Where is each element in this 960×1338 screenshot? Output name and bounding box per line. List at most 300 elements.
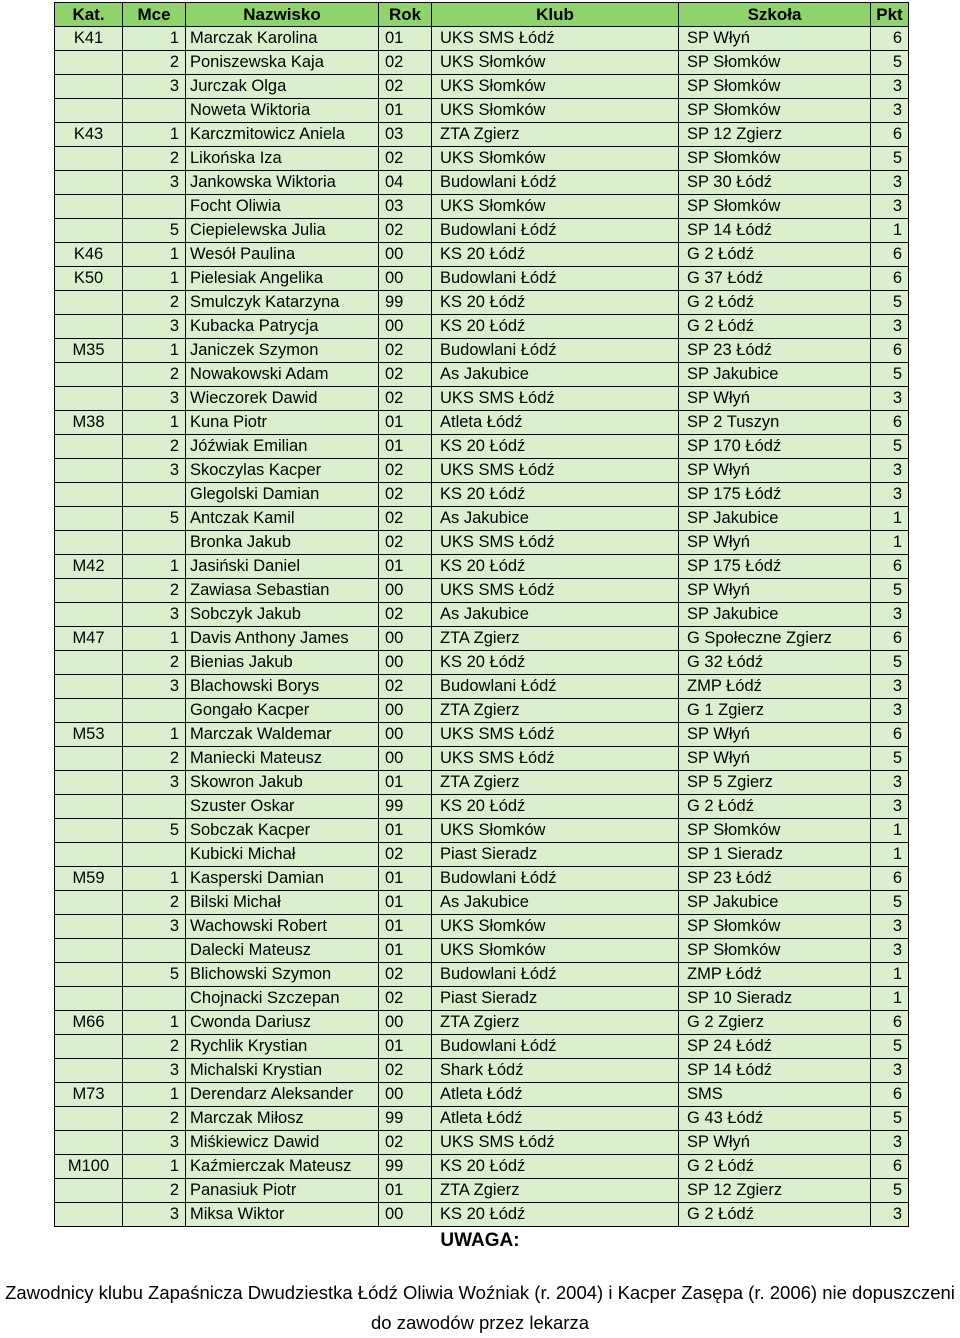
cell-nazwisko: Poniszewska Kaja [186, 51, 379, 75]
cell-klub: UKS Słomków [432, 99, 679, 123]
cell-szkola: ZMP Łódź [679, 963, 871, 987]
cell-nazwisko: Dalecki Mateusz [186, 939, 379, 963]
table-row [55, 915, 909, 939]
cell-szkola: G 43 Łódź [679, 1107, 871, 1131]
cell-mce: 1 [123, 411, 186, 435]
cell-kat [55, 99, 123, 123]
cell-pkt: 6 [871, 267, 909, 291]
table-row [55, 699, 909, 723]
cell-kat: K43 [55, 123, 123, 147]
cell-szkola: G 2 Łódź [679, 291, 871, 315]
cell-kat: M73 [55, 1083, 123, 1107]
cell-klub: Budowlani Łódź [432, 267, 679, 291]
cell-szkola: G 32 Łódź [679, 651, 871, 675]
cell-rok: 02 [379, 51, 432, 75]
cell-kat [55, 891, 123, 915]
cell-nazwisko: Kuna Piotr [186, 411, 379, 435]
cell-szkola: SP Słomków [679, 99, 871, 123]
table-row [55, 123, 909, 147]
table-row [55, 963, 909, 987]
cell-klub: Atleta Łódź [432, 411, 679, 435]
results-body [55, 27, 909, 1227]
cell-klub: UKS Słomków [432, 51, 679, 75]
cell-rok: 00 [379, 267, 432, 291]
cell-rok: 00 [379, 627, 432, 651]
cell-mce: 2 [123, 435, 186, 459]
cell-nazwisko: Sobczak Kacper [186, 819, 379, 843]
cell-pkt: 3 [871, 603, 909, 627]
cell-pkt: 3 [871, 939, 909, 963]
cell-szkola: G 2 Łódź [679, 1203, 871, 1227]
cell-kat: K46 [55, 243, 123, 267]
cell-mce: 3 [123, 1059, 186, 1083]
cell-szkola: G 2 Łódź [679, 795, 871, 819]
cell-klub: Budowlani Łódź [432, 339, 679, 363]
cell-rok: 02 [379, 531, 432, 555]
table-row [55, 555, 909, 579]
cell-rok: 01 [379, 27, 432, 51]
cell-nazwisko: Skowron Jakub [186, 771, 379, 795]
cell-nazwisko: Bilski Michał [186, 891, 379, 915]
medical-note [0, 1278, 960, 1338]
cell-szkola: SP Słomków [679, 915, 871, 939]
cell-nazwisko: Jasiński Daniel [186, 555, 379, 579]
cell-mce [123, 939, 186, 963]
cell-klub: UKS SMS Łódź [432, 723, 679, 747]
cell-rok: 01 [379, 435, 432, 459]
table-row [55, 219, 909, 243]
cell-nazwisko: Wachowski Robert [186, 915, 379, 939]
cell-kat: K41 [55, 27, 123, 51]
cell-rok: 04 [379, 171, 432, 195]
cell-klub: UKS SMS Łódź [432, 579, 679, 603]
cell-pkt: 3 [871, 99, 909, 123]
cell-pkt: 6 [871, 1083, 909, 1107]
cell-pkt: 5 [871, 291, 909, 315]
cell-nazwisko: Panasiuk Piotr [186, 1179, 379, 1203]
cell-nazwisko: Nowakowski Adam [186, 363, 379, 387]
cell-rok: 01 [379, 1179, 432, 1203]
cell-rok: 02 [379, 987, 432, 1011]
table-row [55, 435, 909, 459]
cell-kat [55, 483, 123, 507]
table-row [55, 27, 909, 51]
cell-rok: 02 [379, 147, 432, 171]
cell-nazwisko: Sobczyk Jakub [186, 603, 379, 627]
cell-klub: ZTA Zgierz [432, 1179, 679, 1203]
cell-szkola: G 1 Zgierz [679, 699, 871, 723]
cell-klub: KS 20 Łódź [432, 1155, 679, 1179]
cell-pkt: 5 [871, 579, 909, 603]
cell-mce: 5 [123, 819, 186, 843]
cell-szkola: SMS [679, 1083, 871, 1107]
cell-kat [55, 795, 123, 819]
cell-kat [55, 387, 123, 411]
cell-mce: 2 [123, 891, 186, 915]
cell-mce [123, 195, 186, 219]
cell-nazwisko: Glegolski Damian [186, 483, 379, 507]
cell-pkt: 3 [871, 171, 909, 195]
cell-szkola: SP Włyń [679, 387, 871, 411]
table-row [55, 579, 909, 603]
cell-mce: 1 [123, 1011, 186, 1035]
cell-nazwisko: Cwonda Dariusz [186, 1011, 379, 1035]
cell-rok: 02 [379, 339, 432, 363]
table-row [55, 867, 909, 891]
cell-szkola: SP 12 Zgierz [679, 1179, 871, 1203]
cell-pkt: 5 [871, 651, 909, 675]
cell-nazwisko: Skoczylas Kacper [186, 459, 379, 483]
cell-rok: 00 [379, 243, 432, 267]
header-rok: Rok [379, 3, 432, 27]
cell-mce: 2 [123, 651, 186, 675]
cell-klub: ZTA Zgierz [432, 123, 679, 147]
cell-kat [55, 1179, 123, 1203]
cell-klub: As Jakubice [432, 507, 679, 531]
cell-kat: M66 [55, 1011, 123, 1035]
cell-pkt: 6 [871, 1011, 909, 1035]
cell-szkola: SP Słomków [679, 939, 871, 963]
cell-pkt: 3 [871, 75, 909, 99]
cell-kat [55, 987, 123, 1011]
cell-mce [123, 987, 186, 1011]
table-row [55, 939, 909, 963]
cell-rok: 01 [379, 867, 432, 891]
cell-kat [55, 171, 123, 195]
cell-nazwisko: Jurczak Olga [186, 75, 379, 99]
cell-kat [55, 315, 123, 339]
cell-pkt: 5 [871, 1179, 909, 1203]
cell-kat [55, 195, 123, 219]
cell-szkola: SP 23 Łódź [679, 867, 871, 891]
cell-rok: 00 [379, 1011, 432, 1035]
table-row [55, 819, 909, 843]
table-row [55, 51, 909, 75]
cell-klub: UKS SMS Łódź [432, 459, 679, 483]
cell-rok: 02 [379, 507, 432, 531]
cell-kat [55, 75, 123, 99]
table-row [55, 267, 909, 291]
cell-klub: UKS Słomków [432, 147, 679, 171]
table-row [55, 507, 909, 531]
cell-mce: 5 [123, 219, 186, 243]
table-row [55, 627, 909, 651]
cell-klub: Budowlani Łódź [432, 675, 679, 699]
cell-nazwisko: Blachowski Borys [186, 675, 379, 699]
cell-szkola: SP 1 Sieradz [679, 843, 871, 867]
cell-kat [55, 1059, 123, 1083]
cell-pkt: 6 [871, 1155, 909, 1179]
cell-nazwisko: Kubacka Patrycja [186, 315, 379, 339]
cell-szkola: SP Słomków [679, 819, 871, 843]
cell-kat [55, 51, 123, 75]
cell-nazwisko: Karczmitowicz Aniela [186, 123, 379, 147]
cell-klub: UKS Słomków [432, 195, 679, 219]
cell-szkola: SP 175 Łódź [679, 483, 871, 507]
header-row [55, 3, 909, 27]
cell-klub: UKS SMS Łódź [432, 531, 679, 555]
cell-rok: 01 [379, 891, 432, 915]
cell-mce [123, 483, 186, 507]
cell-klub: Shark Łódź [432, 1059, 679, 1083]
cell-kat [55, 219, 123, 243]
cell-nazwisko: Zawiasa Sebastian [186, 579, 379, 603]
cell-pkt: 6 [871, 27, 909, 51]
cell-szkola: SP Jakubice [679, 507, 871, 531]
cell-kat [55, 579, 123, 603]
cell-rok: 02 [379, 363, 432, 387]
cell-nazwisko: Davis Anthony James [186, 627, 379, 651]
cell-szkola: SP 14 Łódź [679, 219, 871, 243]
cell-nazwisko: Gongało Kacper [186, 699, 379, 723]
cell-kat [55, 147, 123, 171]
table-row [55, 1011, 909, 1035]
table-row [55, 987, 909, 1011]
table-row [55, 891, 909, 915]
cell-kat: M38 [55, 411, 123, 435]
cell-mce: 2 [123, 747, 186, 771]
cell-rok: 01 [379, 1035, 432, 1059]
cell-rok: 99 [379, 291, 432, 315]
cell-klub: As Jakubice [432, 603, 679, 627]
cell-pkt: 6 [871, 339, 909, 363]
cell-pkt: 5 [871, 51, 909, 75]
cell-pkt: 3 [871, 1203, 909, 1227]
cell-mce: 1 [123, 723, 186, 747]
cell-mce: 3 [123, 459, 186, 483]
cell-nazwisko: Smulczyk Katarzyna [186, 291, 379, 315]
cell-pkt: 5 [871, 747, 909, 771]
cell-kat [55, 915, 123, 939]
cell-mce: 2 [123, 363, 186, 387]
cell-rok: 00 [379, 315, 432, 339]
cell-mce: 2 [123, 1107, 186, 1131]
cell-mce: 3 [123, 771, 186, 795]
table-row [55, 675, 909, 699]
cell-rok: 00 [379, 747, 432, 771]
cell-pkt: 5 [871, 1107, 909, 1131]
cell-rok: 01 [379, 411, 432, 435]
cell-nazwisko: Kubicki Michał [186, 843, 379, 867]
cell-kat [55, 699, 123, 723]
cell-nazwisko: Maniecki Mateusz [186, 747, 379, 771]
cell-klub: ZTA Zgierz [432, 1011, 679, 1035]
cell-szkola: SP Włyń [679, 459, 871, 483]
cell-mce: 3 [123, 75, 186, 99]
cell-klub: KS 20 Łódź [432, 291, 679, 315]
table-row [55, 1203, 909, 1227]
cell-kat [55, 939, 123, 963]
cell-nazwisko: Bronka Jakub [186, 531, 379, 555]
cell-mce: 3 [123, 675, 186, 699]
header-kat: Kat. [55, 3, 123, 27]
cell-klub: ZTA Zgierz [432, 627, 679, 651]
cell-pkt: 6 [871, 627, 909, 651]
cell-kat [55, 771, 123, 795]
table-row [55, 1107, 909, 1131]
cell-rok: 99 [379, 1107, 432, 1131]
cell-klub: KS 20 Łódź [432, 483, 679, 507]
cell-pkt: 3 [871, 1131, 909, 1155]
cell-rok: 02 [379, 387, 432, 411]
cell-szkola: G 2 Łódź [679, 1155, 871, 1179]
cell-klub: KS 20 Łódź [432, 315, 679, 339]
cell-nazwisko: Marczak Waldemar [186, 723, 379, 747]
cell-rok: 01 [379, 939, 432, 963]
cell-pkt: 6 [871, 555, 909, 579]
cell-mce: 1 [123, 867, 186, 891]
cell-rok: 02 [379, 675, 432, 699]
cell-pkt: 1 [871, 987, 909, 1011]
table-row [55, 243, 909, 267]
cell-nazwisko: Miksa Wiktor [186, 1203, 379, 1227]
cell-klub: KS 20 Łódź [432, 435, 679, 459]
cell-mce: 5 [123, 963, 186, 987]
cell-nazwisko: Pielesiak Angelika [186, 267, 379, 291]
cell-mce: 1 [123, 339, 186, 363]
cell-kat [55, 747, 123, 771]
cell-nazwisko: Noweta Wiktoria [186, 99, 379, 123]
note-line-1: Zawodnicy klubu Zapaśnicza Dwudziestka Łódź Oliwia Woźniak (r. 2004) i Kacper Zasępa (r. 2006) nie dopuszczeni [5, 1282, 955, 1303]
cell-mce: 2 [123, 291, 186, 315]
cell-nazwisko: Rychlik Krystian [186, 1035, 379, 1059]
cell-szkola: G Społeczne Zgierz [679, 627, 871, 651]
cell-kat [55, 531, 123, 555]
cell-rok: 01 [379, 771, 432, 795]
cell-klub: ZTA Zgierz [432, 699, 679, 723]
cell-mce: 3 [123, 315, 186, 339]
cell-mce: 1 [123, 1083, 186, 1107]
cell-pkt: 3 [871, 915, 909, 939]
cell-rok: 02 [379, 483, 432, 507]
cell-klub: Atleta Łódź [432, 1083, 679, 1107]
cell-pkt: 5 [871, 1035, 909, 1059]
cell-klub: UKS Słomków [432, 915, 679, 939]
cell-mce: 3 [123, 1131, 186, 1155]
cell-kat: M59 [55, 867, 123, 891]
cell-rok: 02 [379, 219, 432, 243]
cell-nazwisko: Ciepielewska Julia [186, 219, 379, 243]
cell-kat: M42 [55, 555, 123, 579]
cell-mce: 1 [123, 627, 186, 651]
table-row [55, 339, 909, 363]
table-row [55, 195, 909, 219]
cell-mce: 1 [123, 27, 186, 51]
header-nazwisko: Nazwisko [186, 3, 379, 27]
cell-nazwisko: Janiczek Szymon [186, 339, 379, 363]
cell-klub: UKS SMS Łódź [432, 387, 679, 411]
cell-nazwisko: Jankowska Wiktoria [186, 171, 379, 195]
cell-szkola: SP Słomków [679, 51, 871, 75]
cell-mce [123, 699, 186, 723]
cell-szkola: SP 175 Łódź [679, 555, 871, 579]
cell-klub: Budowlani Łódź [432, 1035, 679, 1059]
cell-klub: KS 20 Łódź [432, 243, 679, 267]
cell-pkt: 3 [871, 675, 909, 699]
cell-klub: Atleta Łódź [432, 1107, 679, 1131]
cell-rok: 01 [379, 99, 432, 123]
table-row [55, 315, 909, 339]
cell-pkt: 3 [871, 459, 909, 483]
cell-klub: Budowlani Łódź [432, 219, 679, 243]
cell-klub: UKS SMS Łódź [432, 747, 679, 771]
cell-szkola: SP Jakubice [679, 363, 871, 387]
table-row [55, 1059, 909, 1083]
cell-rok: 02 [379, 1131, 432, 1155]
table-row [55, 1083, 909, 1107]
cell-szkola: G 37 Łódź [679, 267, 871, 291]
cell-szkola: SP 2 Tuszyn [679, 411, 871, 435]
header-mce: Mce [123, 3, 186, 27]
cell-szkola: SP Jakubice [679, 603, 871, 627]
cell-rok: 03 [379, 195, 432, 219]
cell-mce: 3 [123, 603, 186, 627]
cell-rok: 99 [379, 1155, 432, 1179]
table-row [55, 75, 909, 99]
table-row [55, 171, 909, 195]
cell-kat [55, 963, 123, 987]
cell-mce: 2 [123, 51, 186, 75]
cell-rok: 00 [379, 1083, 432, 1107]
table-row [55, 771, 909, 795]
cell-klub: UKS Słomków [432, 75, 679, 99]
cell-klub: Budowlani Łódź [432, 171, 679, 195]
cell-klub: KS 20 Łódź [432, 795, 679, 819]
cell-nazwisko: Focht Oliwia [186, 195, 379, 219]
table-row [55, 291, 909, 315]
cell-mce: 2 [123, 579, 186, 603]
cell-rok: 02 [379, 75, 432, 99]
cell-pkt: 5 [871, 363, 909, 387]
cell-kat [55, 603, 123, 627]
cell-pkt: 3 [871, 387, 909, 411]
cell-kat [55, 1131, 123, 1155]
cell-rok: 01 [379, 819, 432, 843]
cell-pkt: 3 [871, 771, 909, 795]
table-row [55, 1179, 909, 1203]
table-row [55, 387, 909, 411]
cell-pkt: 3 [871, 699, 909, 723]
cell-nazwisko: Wieczorek Dawid [186, 387, 379, 411]
cell-szkola: G 2 Zgierz [679, 1011, 871, 1035]
cell-kat [55, 435, 123, 459]
cell-nazwisko: Michalski Krystian [186, 1059, 379, 1083]
cell-pkt: 1 [871, 819, 909, 843]
cell-mce: 1 [123, 123, 186, 147]
cell-nazwisko: Jóźwiak Emilian [186, 435, 379, 459]
cell-szkola: SP Słomków [679, 75, 871, 99]
cell-szkola: SP Jakubice [679, 891, 871, 915]
cell-szkola: SP 23 Łódź [679, 339, 871, 363]
cell-nazwisko: Wesół Paulina [186, 243, 379, 267]
cell-kat [55, 1203, 123, 1227]
cell-klub: ZTA Zgierz [432, 771, 679, 795]
cell-mce: 1 [123, 267, 186, 291]
cell-kat [55, 507, 123, 531]
cell-rok: 02 [379, 1059, 432, 1083]
cell-szkola: SP Słomków [679, 147, 871, 171]
cell-pkt: 5 [871, 147, 909, 171]
table-row [55, 1131, 909, 1155]
note-line-2: do zawodów przez lekarza [371, 1312, 589, 1333]
cell-rok: 02 [379, 459, 432, 483]
cell-szkola: SP Włyń [679, 723, 871, 747]
cell-kat: M100 [55, 1155, 123, 1179]
cell-rok: 01 [379, 555, 432, 579]
cell-szkola: SP 10 Sieradz [679, 987, 871, 1011]
cell-klub: KS 20 Łódź [432, 1203, 679, 1227]
table-row [55, 411, 909, 435]
